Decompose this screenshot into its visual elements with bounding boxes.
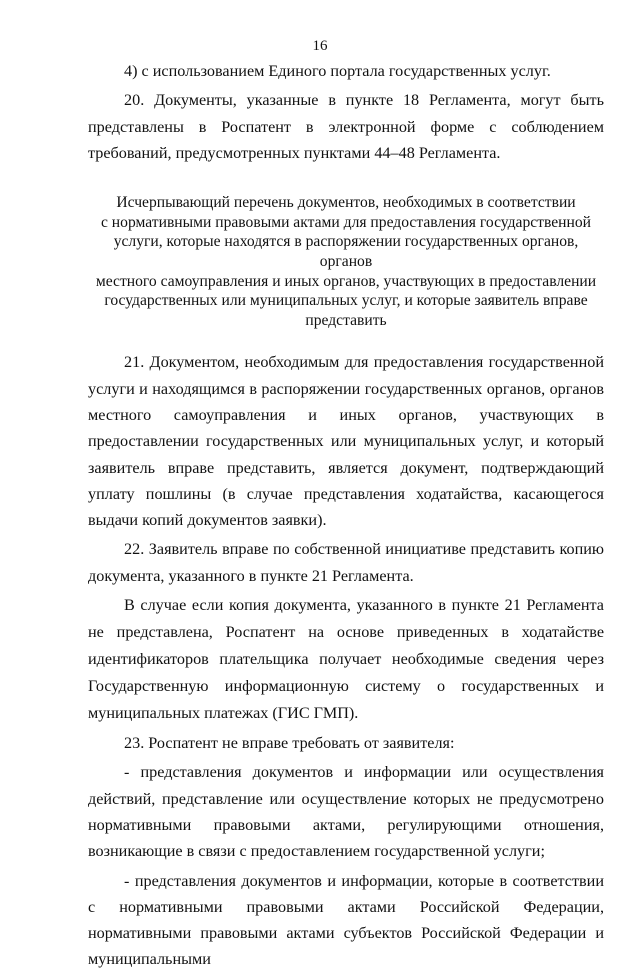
- heading-line: с нормативными правовыми актами для предоставления государственной: [100, 213, 592, 231]
- section-heading: [88, 193, 604, 330]
- heading-line: местного самоуправления и иных органов, участвующих в предоставлении: [95, 272, 597, 290]
- paragraph-copy-not-provided: В случае если копия документа, указанного в пункте 21 Регламента не представлена, Роспатент на основе приведенных в ходатайстве идентификаторов плательщика получает необходимые сведения через Государственную информационную систему о государственных и муниципальных платежах (ГИС ГМП).: [88, 596, 604, 723]
- heading-line: услуги, которые находятся в распоряжении государственных органов, органов: [113, 233, 579, 270]
- page-number: 16: [312, 38, 328, 54]
- paragraph-23: 23. Роспатент не вправе требовать от заявителя:: [124, 734, 455, 753]
- paragraph-20: 20. Документы, указанные в пункте 18 Регламента, могут быть представлены в Роспатент в электронной форме с соблюдением требований, предусмотренных пунктами 44–48 Регламента.: [88, 91, 604, 162]
- paragraph-22: 22. Заявитель вправе по собственной инициативе представить копию документа, указанного в пункте 21 Регламента.: [88, 540, 604, 585]
- paragraph-bullet-2: - представления документов и информации, которые в соответствии с нормативными правовыми актами Российской Федерации, нормативными правовыми актами субъектов Российской Федерации и муниципальными: [88, 871, 604, 969]
- paragraph-item-4: 4) с использованием Единого портала государственных услуг.: [124, 62, 551, 80]
- document-body: [88, 58, 604, 973]
- paragraph-bullet-1: - представления документов и информации или осуществления действий, представление или осуществление которых не предусмотрено нормативными правовыми актами, регулирующими отношения, возникающие в связи с предоставлением государственной услуги;: [88, 763, 604, 861]
- paragraph-21: 21. Документом, необходимым для предоставления государственной услуги и находящимся в распоряжении государственных органов, органов местного самоуправления и иных органов, участвующих в предоставлении государственных или муниципальных услуг, и который заявитель вправе представить, является документ, подтверждающий уплату пошлины (в случае представления ходатайства, касающегося выдачи копий документов заявки).: [88, 353, 604, 530]
- heading-line: государственных или муниципальных услуг, и которые заявитель вправе: [104, 292, 588, 310]
- heading-line: представить: [305, 311, 387, 329]
- heading-line: Исчерпывающий перечень документов, необходимых в соответствии: [116, 194, 576, 212]
